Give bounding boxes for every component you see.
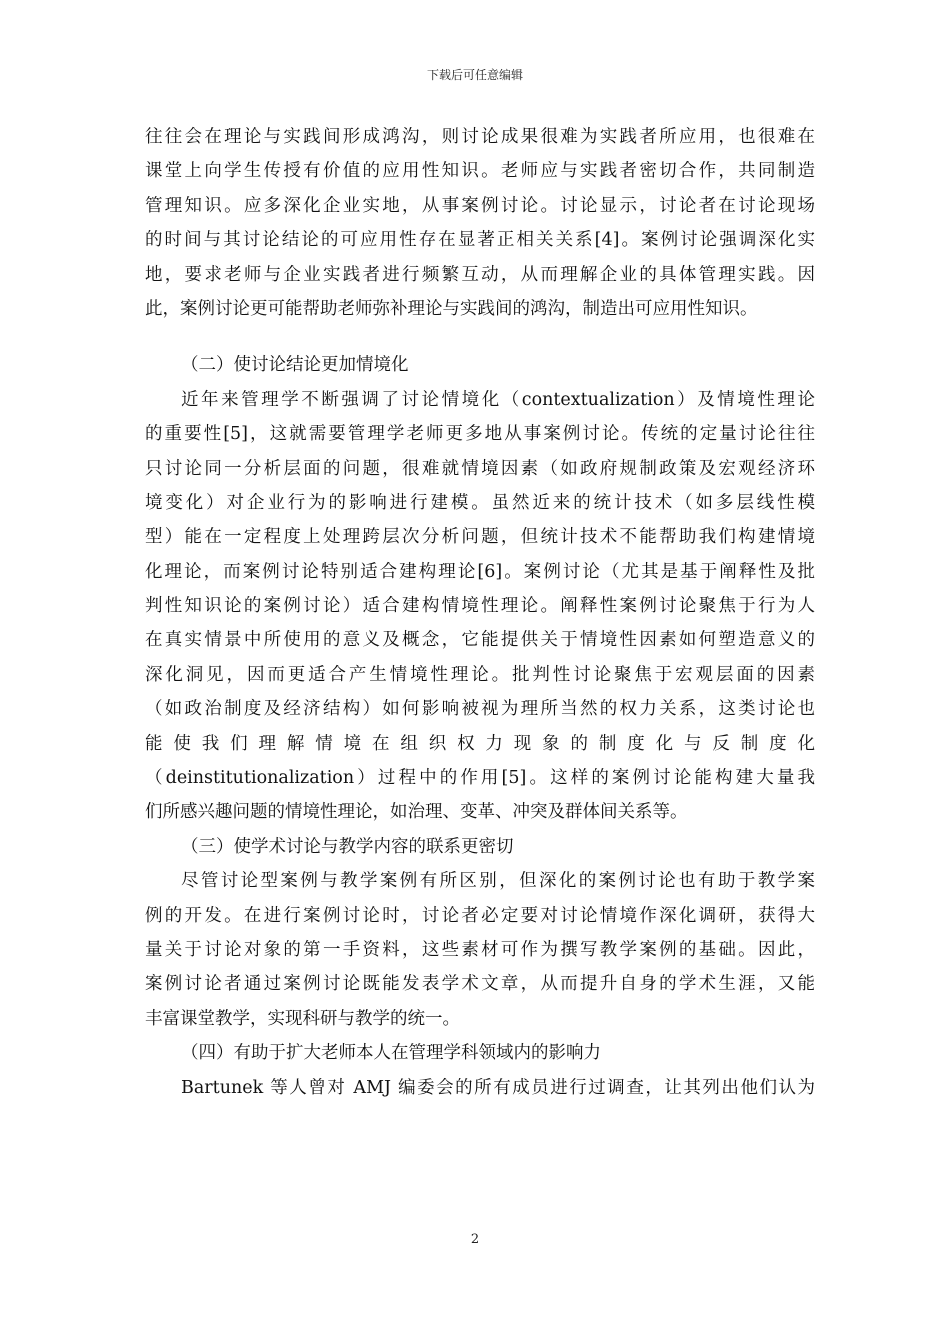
text-line: 地，要求老师与企业实践者进行频繁互动，从而理解企业的具体管理实践。因	[145, 264, 815, 285]
text-line: 的时间与其讨论结论的可应用性存在显著正相关关系[4]。案例讨论强调深化实	[145, 230, 815, 251]
text-line: 案例讨论者通过案例讨论既能发表学术文章，从而提升自身的学术生涯，又能	[145, 974, 815, 995]
text-line: 型）能在一定程度上处理跨层次分析问题，但统计技术不能帮助我们构建情境	[145, 527, 815, 548]
text-line: 能使我们理解情境在组织权力现象的制度化与反制度化	[145, 733, 815, 754]
text-line: 境变化）对企业行为的影响进行建模。虽然近来的统计技术（如多层线性模	[145, 492, 815, 513]
paragraph-2	[145, 383, 815, 830]
text-line: 近年来管理学不断强调了讨论情境化（contextualization）及情境性理论	[181, 389, 815, 410]
text-line: 深化洞见，因而更适合产生情境性理论。批判性讨论聚焦于宏观层面的因素	[145, 664, 815, 685]
text-line: Bartunek 等人曾对 AMJ 编委会的所有成员进行过调查，让其列出他们认为	[181, 1077, 815, 1098]
paragraph-gap	[145, 326, 815, 348]
text-line: 判性知识论的案例讨论）适合建构情境性理论。阐释性案例讨论聚焦于行为人	[145, 596, 815, 617]
section-heading-3: （三）使学术讨论与教学内容的联系更密切	[181, 836, 514, 857]
text-line: 尽管讨论型案例与教学案例有所区别，但深化的案例讨论也有助于教学案	[181, 871, 815, 892]
page-number: 2	[470, 1232, 480, 1247]
paragraph-1	[145, 120, 815, 326]
text-line: 在真实情景中所使用的意义及概念，它能提供关于情境性因素如何塑造意义的	[145, 630, 815, 651]
text-line: 们所感兴趣问题的情境性理论，如治理、变革、冲突及群体间关系等。	[145, 802, 688, 823]
text-line: 只讨论同一分析层面的问题，很难就情境因素（如政府规制政策及宏观经济环	[145, 458, 815, 479]
text-line: 往往会在理论与实践间形成鸿沟，则讨论成果很难为实践者所应用，也很难在	[145, 127, 815, 147]
section-heading-4: （四）有助于扩大老师本人在管理学科领域内的影响力	[181, 1043, 601, 1064]
text-line: （如政治制度及经济结构）如何影响被视为理所当然的权力关系，这类讨论也	[145, 699, 815, 720]
text-line: 量关于讨论对象的第一手资料，这些素材可作为撰写教学案例的基础。因此，	[145, 939, 815, 960]
paragraph-4	[145, 1071, 815, 1105]
text-line: 此，案例讨论更可能帮助老师弥补理论与实践间的鸿沟，制造出可应用性知识。	[145, 298, 758, 319]
text-line: 丰富课堂教学，实现科研与教学的统一。	[145, 1008, 460, 1029]
page-header: 下载后可任意编辑	[426, 68, 523, 82]
section-heading-2: （二）使讨论结论更加情境化	[181, 355, 409, 376]
text-line: （deinstitutionalization）过程中的作用[5]。这样的案例讨论能构建大量我	[145, 768, 815, 789]
text-line: 课堂上向学生传授有价值的应用性知识。老师应与实践者密切合作，共同制造	[145, 161, 815, 182]
text-line: 例的开发。在进行案例讨论时，讨论者必定要对讨论情境作深化调研，获得大	[145, 905, 815, 926]
text-line: 化理论，而案例讨论特别适合建构理论[6]。案例讨论（尤其是基于阐释性及批	[145, 561, 815, 582]
paragraph-3	[145, 864, 815, 1036]
document-body	[145, 120, 815, 1105]
text-line: 的重要性[5]，这就需要管理学老师更多地从事案例讨论。传统的定量讨论往往	[145, 424, 815, 445]
text-line: 管理知识。应多深化企业实地，从事案例讨论。讨论显示，讨论者在讨论现场	[145, 195, 815, 216]
